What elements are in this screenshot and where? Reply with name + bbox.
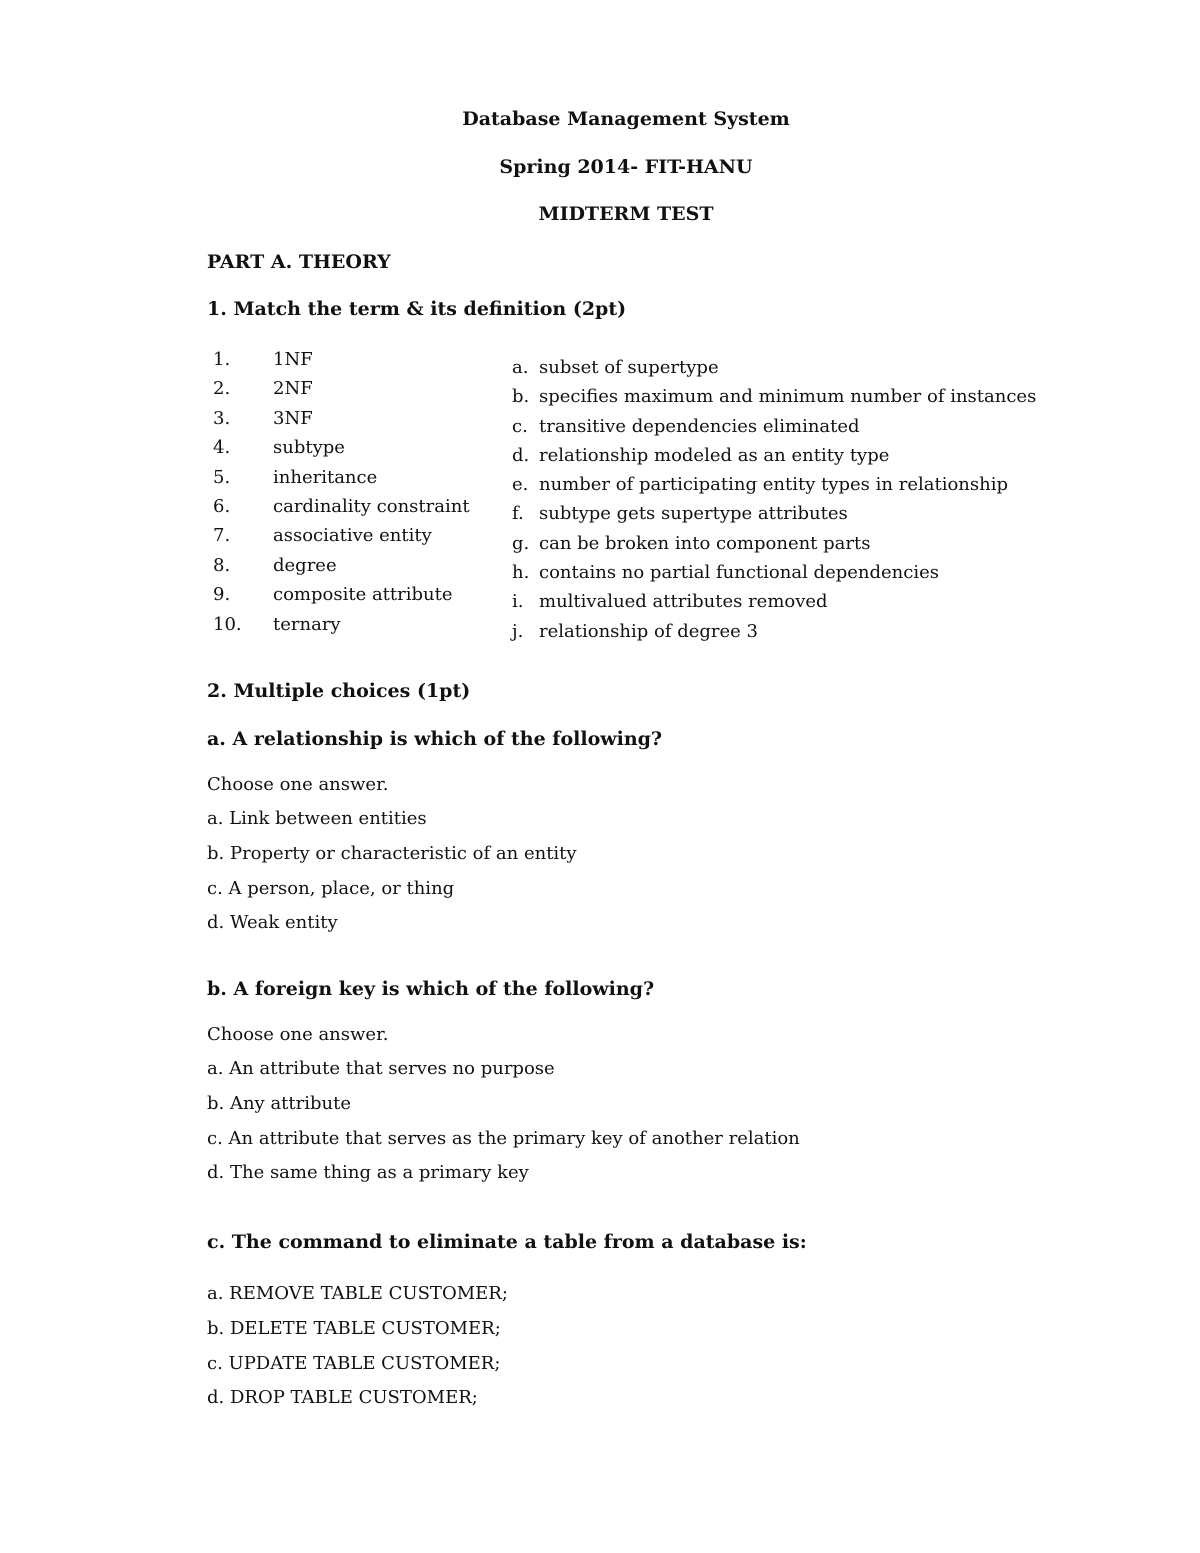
term-number: 2. — [213, 378, 231, 400]
definition-letter: d. — [512, 444, 530, 466]
term-item — [213, 554, 470, 586]
term-number: 8. — [213, 554, 231, 576]
definition-item — [512, 388, 1036, 417]
question-2-title: 2. Multiple choices (1pt) — [207, 680, 471, 702]
question-2b-text: b. A foreign key is which of the following? — [207, 978, 655, 1000]
term-item — [213, 495, 470, 527]
definition-text: specifies maximum and minimum number of instances — [539, 386, 1037, 408]
definition-text: multivalued attributes removed — [539, 591, 828, 613]
answer-option[interactable]: c. A person, place, or thing — [207, 877, 455, 899]
term-item — [213, 439, 470, 468]
definition-letter: c. — [512, 415, 528, 437]
term-text: subtype — [273, 437, 345, 459]
term-title: Spring 2014- FIT-HANU — [499, 156, 753, 178]
definitions-list — [512, 359, 1036, 652]
answer-option[interactable]: b. DELETE TABLE CUSTOMER; — [207, 1317, 501, 1339]
term-number: 3. — [213, 407, 231, 429]
term-text: ternary — [273, 613, 341, 635]
question-2a-text: a. A relationship is which of the following? — [207, 728, 663, 750]
definition-text: can be broken into component parts — [539, 532, 871, 554]
term-number: 6. — [213, 495, 231, 517]
test-title: MIDTERM TEST — [538, 203, 714, 225]
definition-text: relationship modeled as an entity type — [539, 444, 890, 466]
definition-item — [512, 505, 1036, 534]
answer-option[interactable]: a. An attribute that serves no purpose — [207, 1058, 555, 1079]
definition-text: relationship of degree 3 — [539, 620, 758, 642]
definition-item — [512, 444, 1036, 476]
definition-item — [512, 532, 1036, 564]
definition-text: contains no partial functional dependencies — [539, 562, 939, 584]
term-item — [213, 351, 470, 380]
term-text: 1NF — [273, 349, 313, 370]
answer-option[interactable]: c. An attribute that serves as the primary key of another relation — [207, 1127, 800, 1149]
answer-option[interactable]: d. The same thing as a primary key — [207, 1162, 529, 1184]
term-item — [213, 466, 470, 498]
answer-option[interactable]: d. DROP TABLE CUSTOMER; — [207, 1387, 478, 1409]
definition-letter: i. — [512, 591, 524, 613]
term-text: composite attribute — [273, 584, 453, 606]
definition-letter: e. — [512, 474, 529, 496]
answer-option[interactable]: b. Property or characteristic of an entity — [207, 842, 577, 864]
term-text: 2NF — [273, 378, 313, 400]
answer-option[interactable]: b. Any attribute — [207, 1092, 352, 1114]
term-number: 9. — [213, 584, 231, 606]
definition-text: transitive dependencies eliminated — [539, 415, 860, 437]
question-2c-text: c. The command to eliminate a table from a database is: — [207, 1231, 807, 1253]
answer-option[interactable]: a. Link between entities — [207, 808, 427, 829]
term-item — [213, 586, 470, 615]
term-number: 10. — [213, 613, 242, 635]
definition-text: subtype gets supertype attributes — [539, 503, 848, 525]
question-2a-prompt: Choose one answer. — [207, 774, 389, 795]
part-a-title: PART A. THEORY — [207, 251, 391, 273]
question-2c-options — [207, 1285, 508, 1424]
definition-letter: a. — [512, 357, 529, 378]
answer-option[interactable]: a. REMOVE TABLE CUSTOMER; — [207, 1283, 508, 1304]
definition-letter: g. — [512, 532, 530, 554]
term-number: 1. — [213, 349, 231, 370]
definition-text: subset of supertype — [539, 357, 719, 378]
definition-text: number of participating entity types in relationship — [539, 474, 1008, 496]
course-title: Database Management System — [462, 108, 790, 130]
definition-letter: h. — [512, 562, 530, 584]
definition-item — [512, 476, 1036, 505]
term-number: 5. — [213, 466, 231, 488]
terms-list — [213, 351, 470, 645]
term-text: 3NF — [273, 407, 313, 429]
definition-item — [512, 359, 1036, 388]
term-text: associative entity — [273, 525, 432, 547]
question-1-title: 1. Match the term & its definition (2pt) — [207, 298, 627, 320]
definition-item — [512, 415, 1036, 447]
answer-option[interactable]: d. Weak entity — [207, 912, 338, 934]
term-text: degree — [273, 554, 337, 576]
term-number: 7. — [213, 525, 231, 547]
definition-item — [512, 564, 1036, 593]
term-item — [213, 407, 470, 439]
question-2b-options — [207, 1060, 800, 1199]
definition-item — [512, 620, 1036, 652]
definition-item — [512, 593, 1036, 622]
definition-letter: j. — [512, 620, 524, 642]
question-2a-options — [207, 810, 577, 949]
definition-letter: f. — [512, 503, 524, 525]
term-number: 4. — [213, 437, 231, 459]
term-item — [213, 527, 470, 556]
definition-letter: b. — [512, 386, 530, 408]
term-item — [213, 380, 470, 409]
term-text: cardinality constraint — [273, 495, 470, 517]
term-text: inheritance — [273, 466, 378, 488]
term-item — [213, 613, 470, 645]
answer-option[interactable]: c. UPDATE TABLE CUSTOMER; — [207, 1352, 501, 1374]
question-2b-prompt: Choose one answer. — [207, 1024, 389, 1045]
